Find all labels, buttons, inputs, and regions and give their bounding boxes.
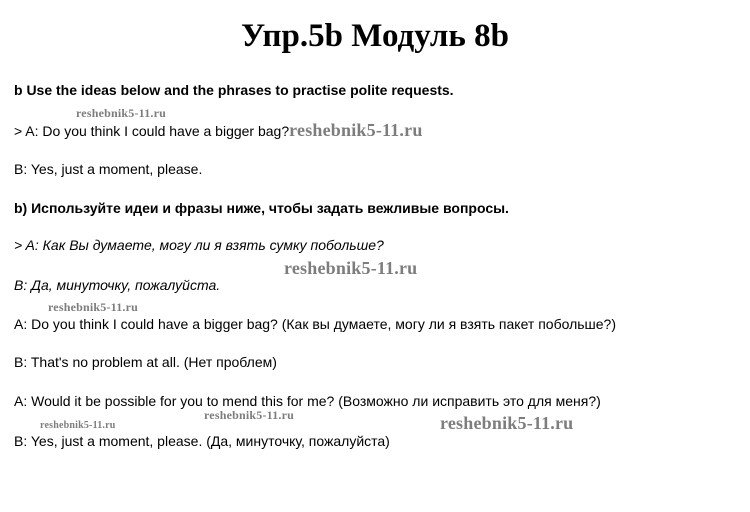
answer-line-3: A: Would it be possible for you to mend this for me? (Возможно ли исправить это для меня?) — [14, 393, 601, 409]
example-a-english — [14, 121, 423, 140]
example-b-english: B: Yes, just a moment, please. — [14, 161, 203, 177]
instruction-english: b Use the ideas below and the phrases to practise polite requests. — [14, 82, 454, 98]
watermark: reshebnik5-11.ru — [440, 413, 574, 433]
page-title: Упр.5b Модуль 8b — [241, 18, 509, 54]
example-a-russian: > A: Как Вы думаете, могу ли я взять сумку побольше? — [14, 237, 384, 253]
watermark: reshebnik5-11.ru — [40, 420, 116, 431]
watermark: reshebnik5-11.ru — [289, 120, 423, 140]
watermark: reshebnik5-11.ru — [48, 300, 138, 314]
example-b-russian: B: Да, минуточку, пожалуйста. — [14, 277, 221, 293]
watermark: reshebnik5-11.ru — [204, 408, 294, 422]
example-a-english-text: > A: Do you think I could have a bigger bag? — [14, 123, 290, 139]
answer-line-2: B: That's no problem at all. (Нет проблем) — [14, 354, 277, 370]
watermark: reshebnik5-11.ru — [76, 106, 166, 120]
watermark: reshebnik5-11.ru — [284, 258, 418, 278]
instruction-russian: b) Используйте идеи и фразы ниже, чтобы задать вежливые вопросы. — [14, 200, 509, 216]
answer-line-4: B: Yes, just a moment, please. (Да, минуточку, пожалуйста) — [14, 433, 390, 449]
answer-line-1: A: Do you think I could have a bigger bag? (Как вы думаете, могу ли я взять пакет побольше?) — [14, 316, 616, 332]
